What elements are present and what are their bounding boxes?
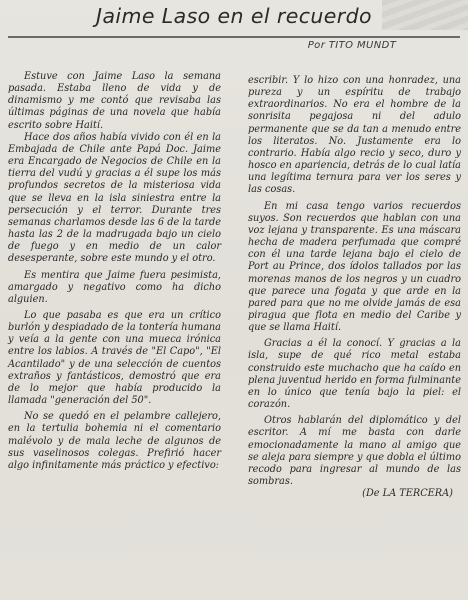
article-title: Jaime Laso en el recuerdo — [96, 4, 372, 28]
paragraph: Lo que pasaba es que era un crítico burlón y despiadado de la tontería humana y veía a la gente con una mueca irónica entre los labios. A través de "El Capo", "El Acantilado" y de una selección de cuentos extraños y fantásticos, demostró que era de lo mejor que había producido la llamada "generación del 50". — [8, 309, 221, 407]
paragraph: No se quedó en el pelambre callejero, en la tertulia bohemia ni el comentario malévolo y de mala leche de algunos de sus vaselinosos colegas. Prefirió hacer algo infinitamente más práctico y efectivo: — [8, 411, 221, 471]
paragraph: Es mentira que Jaime fuera pesimista, amargado y negativo como ha dicho alguien. — [8, 269, 221, 305]
article-column-right — [248, 75, 461, 500]
paragraph: Gracias a él la conocí. Y gracias a la isla, supe de qué rico metal estaba construido este muchacho que ha caído en plena juventud herido en forma fulminante en lo único que tenía bajo la piel: el corazón. — [248, 338, 461, 411]
title-rule — [8, 36, 460, 38]
paragraph: En mi casa tengo varios recuerdos suyos. Son recuerdos que hablan con una voz lejana y transparente. Es una máscara hecha de madera perfumada que compré con él una tarde lejana bajo el cielo de Port au Prince, dos ídolos tallados por las morenas manos de los negros y un cuadro que parece una fogata y que arde en la pared para que no me olvide jamás de esa piragua que flota en medio del Caribe y que se llama Haití. — [248, 200, 461, 334]
article-column-left — [8, 71, 221, 472]
article-source: (De LA TERCERA) — [362, 488, 453, 500]
paragraph: escribir. Y lo hizo con una honradez, una pureza y un espíritu de trabajo extraordinarios. No era el hombre de la sonrisita pegajosa ni del adulo permanente que se da tan a menudo entre los literatos. No. Justamente era lo contrario. Había algo recio y seco, duro y hosco en apariencia, detrás de lo cual latía una legítima ternura para ver los seres y las cosas. — [248, 75, 461, 196]
paragraph: Estuve con Jaime Laso la semana pasada. Estaba lleno de vida y de dinamismo y me contó que revisaba las últimas páginas de una novela que había escrito sobre Haití. — [8, 71, 221, 131]
article-byline: Por TITO MUNDT — [307, 40, 397, 51]
paragraph: Hace dos años había vivido con él en la Embajada de Chile ante Papá Doc. Jaime era Encargado de Negocios de Chile en la tierra del vudú y gracias a él supe los más profundos secretos de la misteriosa vida que se lleva en la isla siniestra entre la persecución y el terror. Durante tres semanas charlamos desde las 6 de la tarde hasta las 2 de la madrugada bajo un cielo de fuego y en medio de un calor desesperante, sobre este mundo y el otro. — [8, 131, 221, 265]
paragraph: Otros hablarán del diplomático y del escritor. A mí me basta con darle emocionadamente la mano al amigo que se aleja para siempre y que dobla el último recodo para ingresar al mundo de las sombras. — [248, 415, 461, 487]
